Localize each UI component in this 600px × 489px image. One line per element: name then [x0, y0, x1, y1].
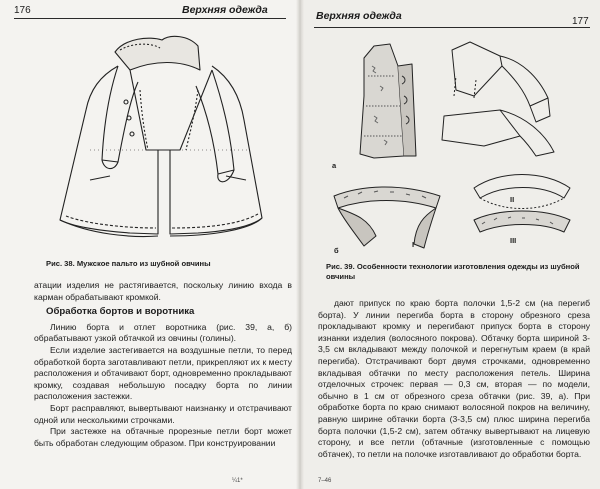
right-body-text: [318, 298, 590, 460]
bort-technology-illustration: [324, 36, 590, 261]
paragraph-6: дают припуск по краю борта полочки 1,5-2 см (на перегиб борта). У линии перегиба борта в сторону обрезного среза прокладывают кромку и перегибают припуск борта в сторону изнанки изделия (волосяного покрова). Обтачку борта шириной 3-3,5 см вкладывают между полочкой и перегнутым краем (в край перегиба). Отстрачивают борт двумя строчками, одновременно вкладывая обтачки по месту расположения петель. Ширина отделочных строчек: первая — 0,3 см, вторая — по модели, обычно в 1 см от обрезного среза обтачки (рис. 39, а). При обработке борта по краю снимают волосяной покров на величину, равную ширине обтачки борта (3-3,5 см) плюс ширина перегиба борта полочки (1,5-2 см), затем обтачку вывертывают на лицевую сторону, и все петли (обтачные (изготовленные с помощью обтачек), то петли на полочке изготавливают до обработки борта.: [318, 298, 590, 459]
right-header-rule: [314, 27, 590, 28]
right-running-title: Верхняя одежда: [316, 10, 402, 22]
paragraph-4: Борт расправляют, вывертывают наизнанку и отстрачивают одной или несколькими строчками.: [34, 402, 292, 425]
left-running-title: Верхняя одежда: [182, 4, 268, 16]
figure-39-caption: Рис. 39. Особенности технологии изготовления одежды из шубной овчины: [326, 262, 580, 281]
book-gutter: [296, 0, 304, 489]
left-page-number: 176: [14, 5, 31, 16]
left-folio-mark: ¼1*: [232, 478, 243, 484]
figure-label-II: II: [510, 195, 515, 204]
paragraph-2: Линию борта и отлет воротника (рис. 39, а, б) обрабатывают узкой обтачкой из овчины (голины).: [34, 321, 292, 344]
paragraph-3: Если изделие застегивается на воздушные петли, то перед обработкой борта заготавливают петли, прикрепляют их к месту расположения и обтачивают борт, одновременно прокладывают кромку, создавая небольшую посадку борта по линии расположения застежки.: [34, 344, 292, 402]
figure-label-a: а: [332, 161, 337, 170]
coat-illustration: [30, 30, 280, 245]
section-heading: Обработка бортов и воротника: [46, 306, 195, 318]
right-page-number: 177: [572, 16, 589, 27]
left-body-text: [34, 280, 292, 449]
figure-label-III: III: [510, 236, 517, 245]
figure-label-b: б: [334, 246, 339, 255]
right-folio-mark: 7–46: [318, 478, 332, 484]
left-header-rule: [14, 18, 286, 19]
paragraph-5: При застежке на обтачные прорезные петли борт может быть обработан следующим образом. При конструировании: [34, 426, 292, 448]
paragraph-1: атации изделия не растягивается, поскольку линию входа в карман обрабатывают кромкой.: [34, 280, 292, 302]
figure-38-caption: Рис. 38. Мужское пальто из шубной овчины: [46, 259, 211, 268]
figure-label-I: I: [412, 240, 415, 249]
